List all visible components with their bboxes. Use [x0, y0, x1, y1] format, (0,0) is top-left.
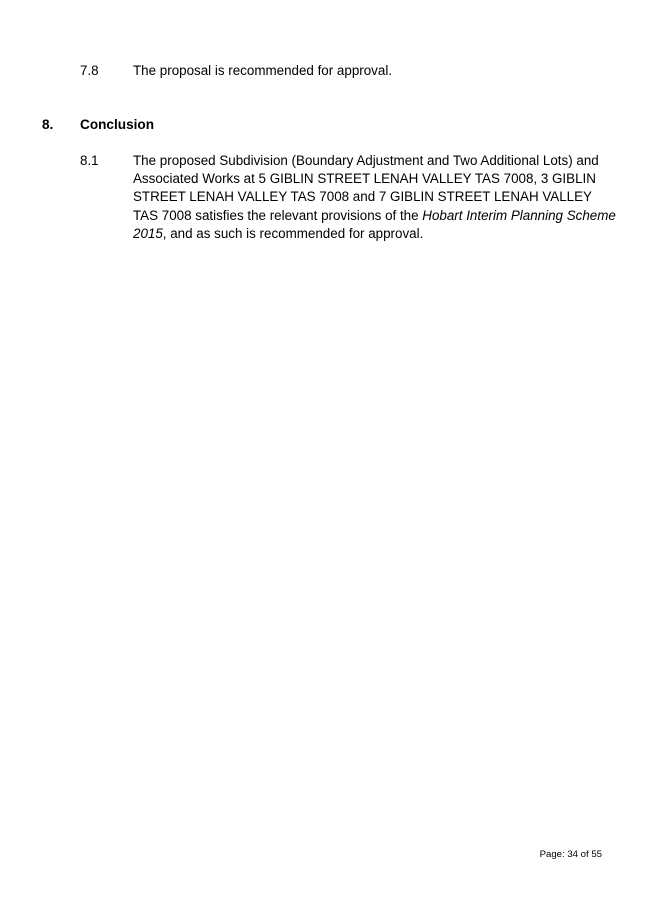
- section-heading-conclusion: [42, 116, 602, 136]
- paragraph-ending: , and as such is recommended for approval.: [162, 225, 424, 241]
- scheme-title-emphasis: Hobart Interim Planning Scheme: [422, 207, 616, 223]
- paragraph-line-5: [133, 225, 603, 243]
- paragraph-number: 7.8: [80, 63, 99, 78]
- paragraph-line-2: Associated Works at 5 GIBLIN STREET LENAH VALLEY TAS 7008, 3 GIBLIN: [133, 171, 596, 187]
- paragraph-line-1: The proposed Subdivision (Boundary Adjustment and Two Additional Lots) and: [133, 153, 599, 168]
- section-number: 8.: [42, 117, 54, 132]
- paragraph-line-3: STREET LENAH VALLEY TAS 7008 and 7 GIBLIN STREET LENAH VALLEY: [133, 189, 592, 205]
- numbered-paragraph-7-8: [80, 62, 610, 82]
- paragraph-text: [133, 152, 616, 243]
- paragraph-number: 8.1: [80, 153, 99, 168]
- paragraph-line-4: [133, 207, 616, 225]
- paragraph-line-4-text: TAS 7008 satisfies the relevant provisions of the: [133, 207, 423, 223]
- paragraph-text: The proposal is recommended for approval.: [133, 63, 393, 78]
- page-number-footer: Page: 34 of 55: [539, 849, 602, 860]
- section-title: Conclusion: [80, 117, 155, 132]
- numbered-paragraph-8-1: [80, 152, 615, 247]
- scheme-year-emphasis: 2015: [133, 225, 163, 241]
